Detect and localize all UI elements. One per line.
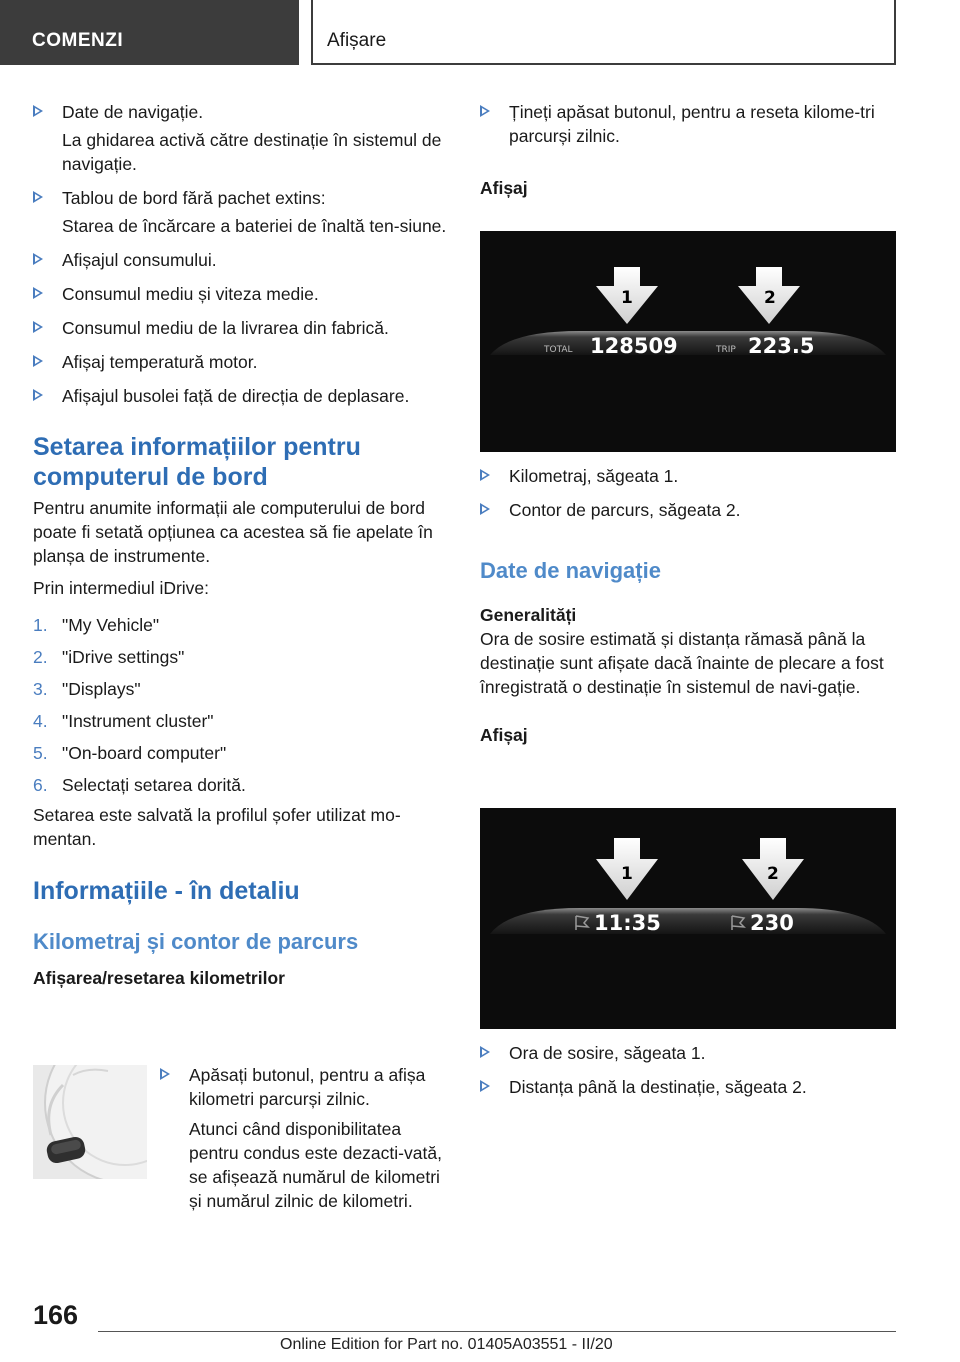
heading-detail: Informațiile - în detaliu — [33, 877, 300, 905]
list-item-detail: Atunci când disponibilitatea pentru condus este dezacti-vată, se afișează numărul de kilometri și numărul zilnic de kilometri. — [189, 1119, 442, 1211]
press-button-block — [160, 1063, 447, 1213]
chapter-title: Afișare — [327, 30, 387, 51]
bullet-triangle-icon — [480, 105, 490, 117]
bullet-triangle-icon — [480, 1080, 490, 1092]
bullet-triangle-icon — [33, 321, 43, 333]
list-item: Afișajul consumului. — [33, 248, 447, 272]
total-value: 128509 — [590, 334, 678, 358]
left-column — [33, 100, 447, 990]
trip-button-icon — [33, 1065, 147, 1179]
list-item: Ora de sosire, săgeata 1. — [480, 1041, 896, 1065]
trip-value: 223.5 — [748, 334, 815, 358]
bullet-triangle-icon — [33, 389, 43, 401]
step-item: 5. "On-board computer" — [33, 743, 227, 763]
chapter-tab — [311, 0, 896, 65]
via-idrive: Prin intermediul iDrive: — [33, 578, 210, 598]
bullet-triangle-icon — [33, 105, 43, 117]
settings-intro: Pentru anumite informații ale computerului de bord poate fi setată opțiunea ca acestea să fie apelate în planșa de instrumente. — [33, 498, 433, 566]
bullet-triangle-icon — [33, 191, 43, 203]
heading-odometer: Kilometraj și contor de parcurs — [33, 929, 359, 954]
bullet-triangle-icon — [33, 253, 43, 265]
odometer-legend — [480, 464, 896, 747]
display-label: Afișaj — [480, 725, 528, 745]
list-item-detail: Starea de încărcare a bateriei de înaltă ten-siune. — [62, 216, 447, 236]
list-item: Apăsați butonul, pentru a afișa kilometri parcurși zilnic. — [160, 1063, 447, 1111]
list-item: Afișajul busolei față de direcția de deplasare. — [33, 384, 447, 408]
distance-value: 230 — [750, 911, 794, 935]
step-item: 3. "Displays" — [33, 679, 141, 699]
section-title: COMENZI — [32, 30, 124, 51]
heading-nav-data: Date de navigație — [480, 558, 661, 583]
arrow-2-label: 2 — [767, 864, 779, 884]
nav-text: Ora de sosire estimată și distanța rămasă până la destinație sunt afișate dacă înainte de plecare a fost înregistrată o destinație în sistemul de navi-gație. — [480, 629, 884, 697]
list-item: Date de navigație. — [33, 100, 447, 124]
bullet-triangle-icon — [480, 503, 490, 515]
bullet-triangle-icon — [480, 469, 490, 481]
heading-reset: Afișarea/resetarea kilometrilor — [33, 968, 285, 988]
arrow-1-label: 1 — [621, 864, 633, 884]
button-illustration — [33, 1065, 147, 1179]
arrival-time-value: 11:35 — [594, 911, 661, 935]
list-item: Afișaj temperatură motor. — [33, 350, 447, 374]
footer-edition: Online Edition for Part no. 01405A03551 - II/20 — [280, 1336, 613, 1353]
page-number: 166 — [33, 1300, 79, 1330]
list-item: Consumul mediu de la livrarea din fabrică. — [33, 316, 447, 340]
list-item: Kilometraj, săgeata 1. — [480, 464, 896, 488]
step-item: 2. "iDrive settings" — [33, 647, 185, 667]
arrow-2-label: 2 — [764, 288, 776, 308]
navigation-legend — [480, 1041, 896, 1099]
trip-label: TRIP — [716, 345, 736, 355]
bullet-triangle-icon — [33, 355, 43, 367]
list-item-detail: La ghidarea activă către destinație în sistemul de navigație. — [62, 130, 442, 174]
bullet-triangle-icon — [480, 1046, 490, 1058]
arrow-1-label: 1 — [621, 288, 633, 308]
saved-note: Setarea este salvată la profilul șofer utilizat mo-mentan. — [33, 805, 401, 849]
list-item: Distanța până la destinație, săgeata 2. — [480, 1075, 896, 1099]
step-item: 1. "My Vehicle" — [33, 615, 160, 635]
list-item: Consumul mediu și viteza medie. — [33, 282, 447, 306]
list-item: Țineți apăsat butonul, pentru a reseta kilome-tri parcurși zilnic. — [480, 100, 896, 148]
section-tab — [0, 0, 299, 65]
list-item: Tablou de bord fără pachet extins: — [33, 186, 447, 210]
bullet-triangle-icon — [160, 1068, 170, 1080]
total-label: TOTAL — [544, 345, 573, 355]
odometer-display-image — [480, 231, 896, 452]
heading-general: Generalități — [480, 605, 577, 625]
navigation-display-image — [480, 808, 896, 1029]
step-item: 4. "Instrument cluster" — [33, 711, 214, 731]
step-item: 6. Selectați setarea dorită. — [33, 775, 246, 795]
footer-divider — [98, 1331, 896, 1332]
list-item: Contor de parcurs, săgeata 2. — [480, 498, 896, 522]
display-label: Afișaj — [480, 178, 528, 198]
heading-settings: Setarea informațiilor pentru computerul de bord — [33, 433, 361, 491]
bullet-triangle-icon — [33, 287, 43, 299]
right-column — [480, 100, 896, 200]
